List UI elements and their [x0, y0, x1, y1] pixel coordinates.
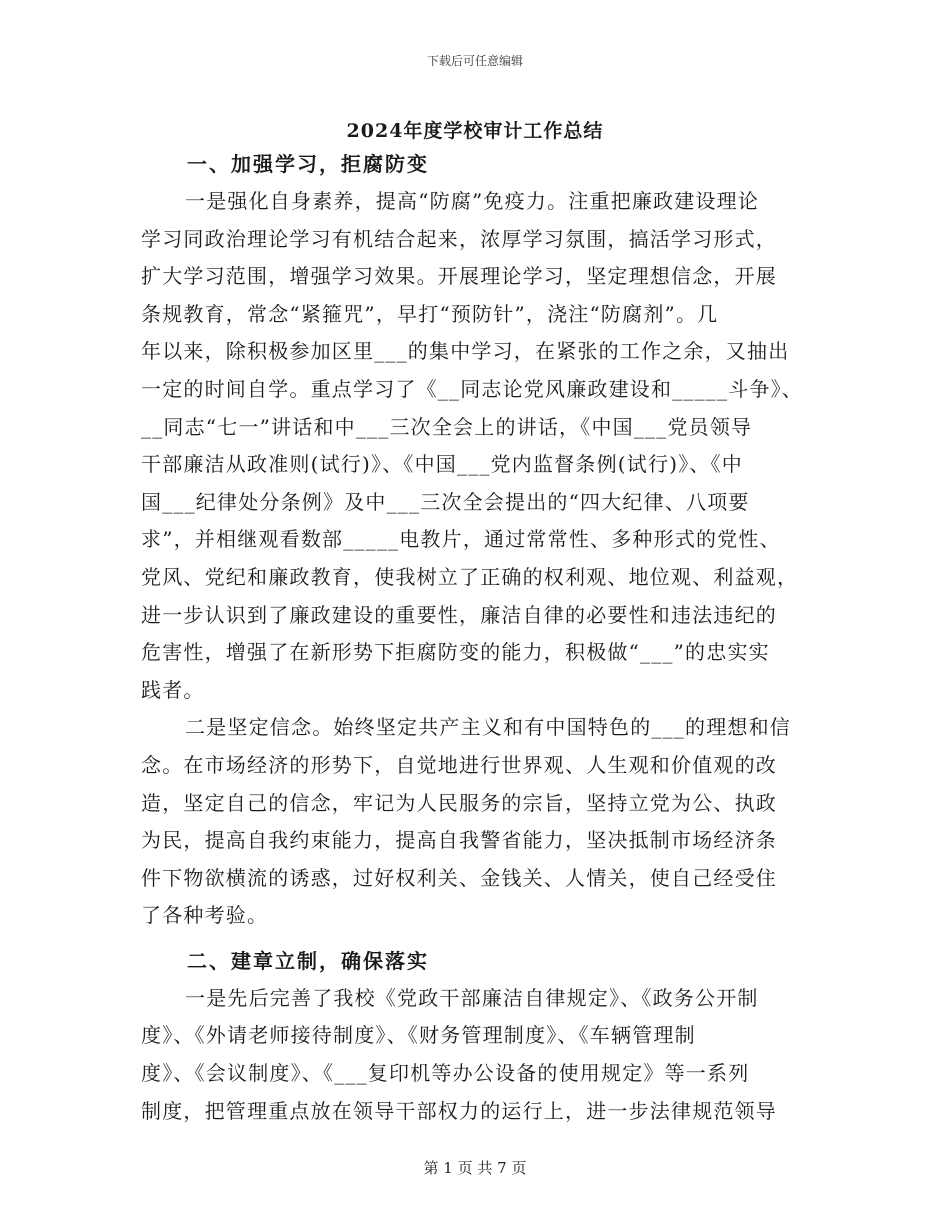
paragraph-line: 度》、《外请老师接待制度》、《财务管理制度》、《车辆管理制 [141, 1023, 696, 1048]
paragraph-line: 一是先后完善了我校《党政干部廉洁自律规定》、《政务公开制 [185, 985, 759, 1010]
paragraph-line: 件下物欲横流的诱惑，过好权利关、金钱关、人情关，使自己经受住 [141, 865, 777, 890]
paragraph-line: 度》、《会议制度》、《___复印机等办公设备的使用规定》等一系列 [141, 1061, 750, 1086]
document-body [141, 146, 813, 1130]
page-header-note: 下载后可任意编辑 [426, 54, 523, 68]
section-heading-1: 一、加强学习，拒腐防变 [187, 152, 429, 176]
page-footer-number: 第 1 页 共 7 页 [423, 1159, 527, 1177]
paragraph-line: 干部廉洁从政准则(试行)》、《中国___党内监督条例(试行)》、《中 [141, 452, 744, 477]
paragraph-line: 为民，提高自我约束能力，提高自我警省能力，坚决抵制市场经济条 [141, 828, 777, 853]
paragraph-line: 一定的时间自学。重点学习了《__同志论党风廉政建设和_____斗争》、 [141, 376, 803, 401]
paragraph-line: 国___纪律处分条例》及中___三次全会提出的“四大纪律、八项要 [141, 489, 750, 514]
paragraph-line: 践者。 [141, 677, 205, 702]
paragraph-line: 制度，把管理重点放在领导干部权力的运行上，进一步法律规范领导 [141, 1098, 777, 1123]
paragraph-1 [141, 183, 813, 709]
paragraph-3 [141, 980, 813, 1130]
paragraph-line: 求”，并相继观看数部_____电教片，通过常常性、多种形式的党性、 [141, 527, 781, 552]
section-gap [141, 935, 813, 943]
paragraph-line: 学习同政治理论学习有机结合起来，浓厚学习氛围，搞活学习形式， [141, 226, 777, 251]
paragraph-line: 造，坚定自己的信念，牢记为人民服务的宗旨，坚持立党为公、执政 [141, 790, 777, 815]
paragraph-line: 扩大学习范围，增强学习效果。开展理论学习，坚定理想信念，开展 [141, 264, 777, 289]
paragraph-line: 危害性，增强了在新形势下拒腐防变的能力，积极做“___”的忠实实 [141, 640, 770, 665]
paragraph-line: 二是坚定信念。始终坚定共产主义和有中国特色的___的理想和信 [185, 715, 791, 740]
paragraph-line: 了各种考验。 [141, 903, 269, 928]
paragraph-line: __同志“七一”讲话和中___三次全会上的讲话，《中国___党员领导 [141, 414, 753, 439]
paragraph-2 [141, 709, 813, 935]
paragraph-line: 党风、党纪和廉政教育，使我树立了正确的权利观、地位观、利益观， [141, 564, 799, 589]
paragraph-line: 念。在市场经济的形势下，自觉地进行世界观、人生观和价值观的改 [141, 752, 777, 777]
paragraph-line: 条规教育，常念“紧箍咒”，早打“预防针”，浇注“防腐剂”。几 [141, 301, 719, 326]
paragraph-line: 一是强化自身素养，提高“防腐”免疫力。注重把廉政建设理论 [185, 189, 760, 213]
paragraph-line: 进一步认识到了廉政建设的重要性，廉洁自律的必要性和违法违纪的 [141, 602, 777, 627]
paragraph-line: 年以来，除积极参加区里___的集中学习，在紧张的工作之余，又抽出 [141, 339, 790, 364]
document-title: 2024年度学校审计工作总结 [346, 120, 604, 142]
section-heading-2: 二、建章立制，确保落实 [187, 948, 429, 973]
